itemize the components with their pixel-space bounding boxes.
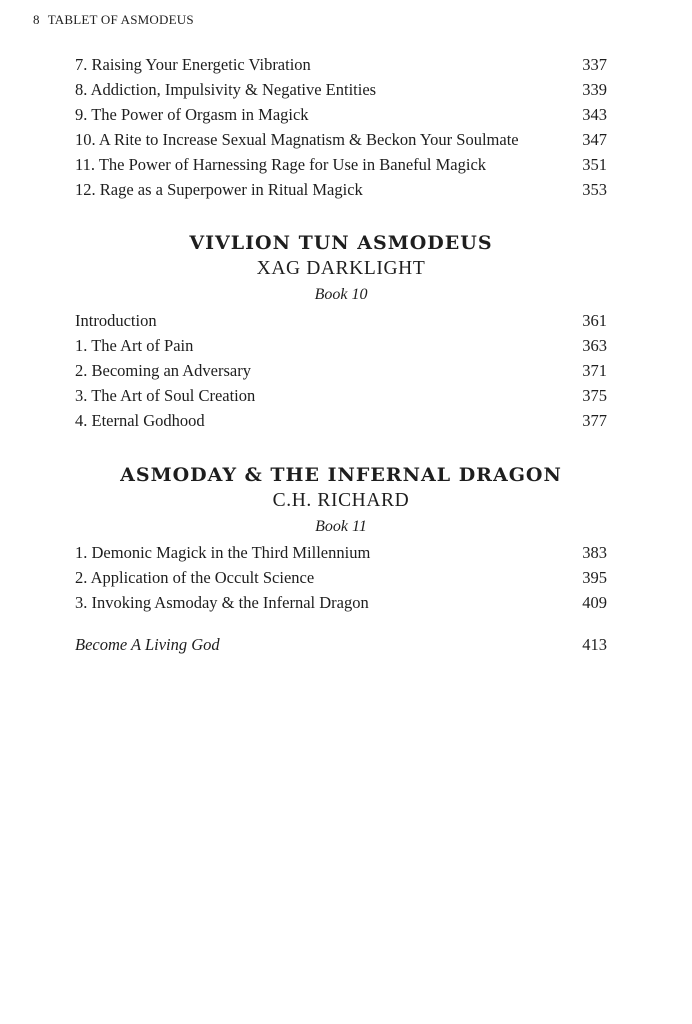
toc-entry-title: Become A Living God — [75, 635, 220, 654]
toc-entry-title: Introduction — [75, 311, 157, 330]
toc-entry-page: 413 — [582, 635, 607, 654]
toc-entry-page: 395 — [582, 568, 607, 587]
toc-entry-title: 2. Becoming an Adversary — [75, 361, 251, 380]
toc-entry-page: 353 — [582, 180, 607, 199]
toc-entry-title: 1. The Art of Pain — [75, 336, 194, 355]
section-title: ASMODAY & THE INFERNAL DRAGON — [120, 464, 562, 486]
toc-entry-title: 8. Addiction, Impulsivity & Negative Entities — [75, 80, 377, 99]
toc-entry[interactable] — [75, 77, 607, 102]
toc-entry-page: 375 — [582, 386, 607, 405]
section-book-number: Book 10 — [314, 286, 368, 303]
toc-entry-page: 363 — [582, 336, 607, 355]
toc-entry-title: 4. Eternal Godhood — [75, 411, 205, 430]
toc-entry[interactable] — [75, 127, 607, 152]
toc-entry[interactable] — [75, 177, 607, 202]
toc-entry-page: 377 — [582, 411, 607, 430]
toc-entry[interactable] — [75, 308, 607, 333]
toc-entry-page: 361 — [582, 311, 607, 330]
toc-section-book-10 — [75, 231, 607, 433]
toc-entry-page: 343 — [582, 105, 607, 124]
toc-entry-title: 3. The Art of Soul Creation — [75, 386, 256, 405]
toc-entry-title: 2. Application of the Occult Science — [75, 568, 315, 587]
continued-entries — [75, 52, 607, 202]
toc-entry-page: 347 — [582, 130, 607, 149]
toc-entry-title: 9. The Power of Orgasm in Magick — [75, 105, 309, 124]
toc-entry[interactable] — [75, 152, 607, 177]
toc-entry-title: 1. Demonic Magick in the Third Millennium — [75, 543, 371, 562]
toc-entry-page: 351 — [582, 155, 607, 174]
toc-entry[interactable] — [75, 408, 607, 433]
toc-entry-page: 383 — [582, 543, 607, 562]
toc-entry[interactable] — [75, 102, 607, 127]
toc-entry-title: 10. A Rite to Increase Sexual Magnatism & Beckon Your Soulmate — [75, 130, 519, 149]
section-author: XAG DARKLIGHT — [256, 258, 426, 279]
toc-entry[interactable] — [75, 358, 607, 383]
header-page-number: 8 — [33, 12, 40, 27]
toc-entry[interactable] — [75, 590, 607, 615]
header-running-title: TABLET OF ASMODEUS — [47, 12, 194, 27]
toc-entry-title: 11. The Power of Harnessing Rage for Use in Baneful Magick — [75, 155, 487, 174]
toc-entry-page: 409 — [582, 593, 607, 612]
section-book-number: Book 11 — [315, 518, 367, 535]
toc-entry[interactable] — [75, 383, 607, 408]
toc-entry[interactable] — [75, 565, 607, 590]
toc-entry-title: 12. Rage as a Superpower in Ritual Magick — [75, 180, 363, 199]
toc-entry-page: 337 — [582, 55, 607, 74]
toc-entry[interactable] — [75, 333, 607, 358]
toc-entry-title: 7. Raising Your Energetic Vibration — [75, 55, 311, 74]
toc-entry-final[interactable] — [75, 632, 607, 657]
section-title: VIVLION TUN ASMODEUS — [189, 232, 493, 254]
toc-entry-page: 339 — [582, 80, 607, 99]
section-author: C.H. RICHARD — [272, 490, 410, 511]
toc-entry-page: 371 — [582, 361, 607, 380]
table-of-contents — [75, 52, 607, 657]
toc-section-book-11 — [75, 463, 607, 615]
running-header — [33, 12, 194, 28]
toc-entry-title: 3. Invoking Asmoday & the Infernal Dragon — [75, 593, 369, 612]
toc-entry[interactable] — [75, 540, 607, 565]
toc-entry[interactable] — [75, 52, 607, 77]
